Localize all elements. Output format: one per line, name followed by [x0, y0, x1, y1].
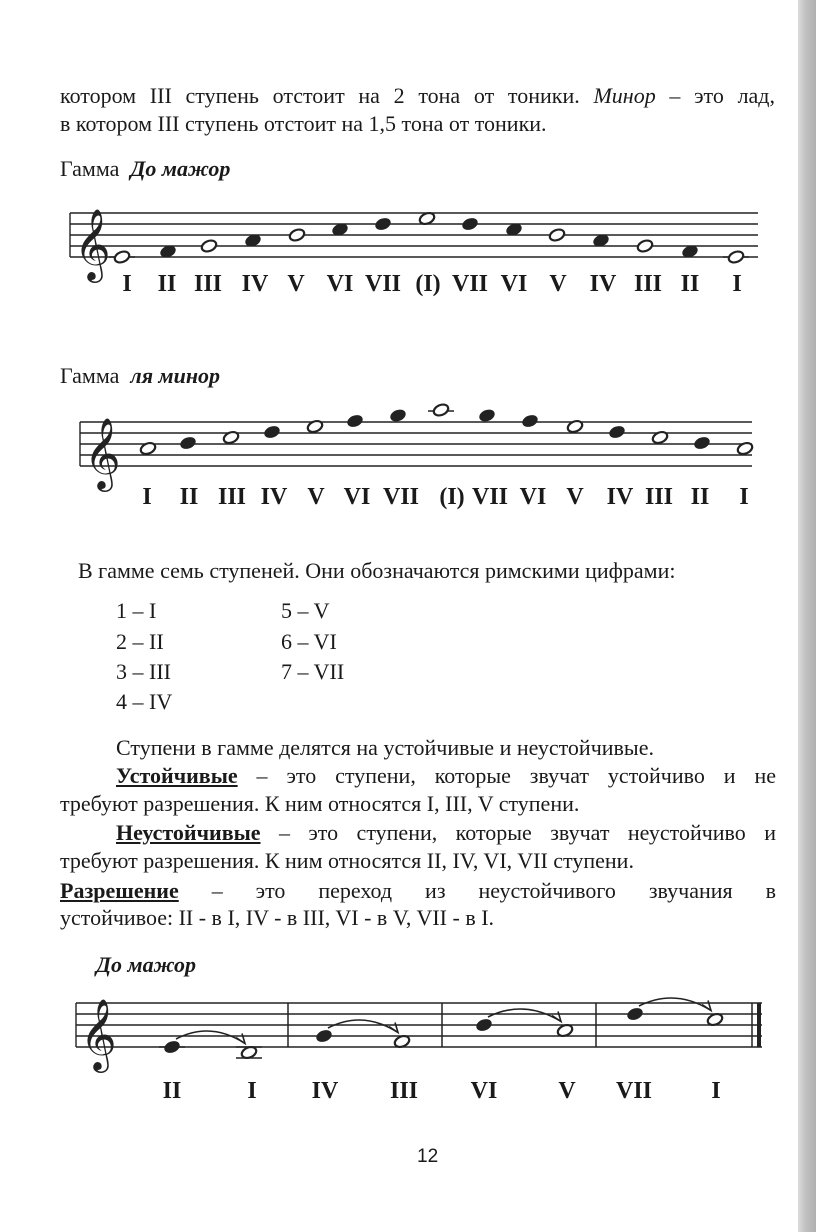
resolution-definition-line-2: устойчивое: II - в I, IV - в III, VI - в V, VII - в I.: [60, 905, 495, 930]
degree-label: VII: [615, 1078, 653, 1104]
degree-label: VI: [500, 271, 528, 297]
resolution-degrees: [163, 1078, 721, 1104]
degree-label: I: [711, 1078, 721, 1104]
minor-scale-degrees: [142, 484, 748, 510]
degree-label: III: [633, 271, 663, 297]
degree-label: I: [732, 271, 742, 297]
staff-lines: [76, 1003, 762, 1047]
degree-label: (I): [439, 484, 465, 510]
filled-note: [179, 436, 197, 451]
degree-label: V: [287, 271, 305, 297]
major-scale-degrees: [122, 271, 741, 297]
open-note: [139, 441, 157, 456]
treble-clef-icon: 𝄞: [84, 416, 121, 489]
filled-note: [521, 414, 539, 429]
degree-label: IV: [606, 484, 634, 510]
degree-label: V: [549, 271, 567, 297]
degree-map-item: 5 – V: [281, 598, 330, 623]
filled-note: [478, 408, 496, 423]
resolution-arc: [176, 1031, 245, 1044]
open-note: [306, 419, 324, 434]
degree-label: I: [247, 1078, 257, 1104]
degree-label: I: [739, 484, 749, 510]
open-note: [651, 430, 669, 445]
degree-label: VII: [451, 271, 489, 297]
open-note: [113, 250, 131, 265]
degree-label: VI: [326, 271, 354, 297]
filled-note: [374, 217, 392, 232]
minor-scale-staff: [0, 390, 800, 520]
open-note: [727, 250, 745, 265]
filled-note: [163, 1040, 181, 1055]
intro-line-1: котором III ступень отстоит на 2 тона от тоники. Минор – это лад,: [60, 83, 776, 108]
stable-definition-line-1: Устойчивые – это ступени, которые звучат устойчиво и не: [116, 763, 776, 788]
filled-note: [315, 1029, 333, 1044]
resolution-term: Разрешение: [60, 878, 179, 903]
stable-term: Устойчивые: [116, 763, 238, 788]
degree-label: V: [566, 484, 584, 510]
degree-map-item: 6 – VI: [281, 629, 337, 654]
resolution-staff: [0, 985, 800, 1115]
degrees-intro: В гамме семь ступеней. Они обозначаются римскими цифрами:: [78, 558, 676, 583]
degree-label: I: [122, 271, 132, 297]
degree-label: III: [389, 1078, 419, 1104]
resolution-arc: [488, 1009, 561, 1022]
open-note: [432, 403, 450, 418]
degree-label: VII: [471, 484, 509, 510]
degree-map-item: 1 – I: [116, 598, 157, 623]
unstable-definition-line-2: требуют разрешения. К ним относятся II, IV, VI, VII ступени.: [60, 848, 634, 873]
resolution-arc: [639, 998, 711, 1011]
degree-label: III: [644, 484, 674, 510]
degree-label: II: [179, 484, 199, 510]
degree-label: VI: [343, 484, 371, 510]
open-note: [566, 419, 584, 434]
degree-label: II: [162, 1078, 182, 1104]
degree-label: VI: [470, 1078, 498, 1104]
open-note: [200, 239, 218, 254]
degree-label: V: [558, 1078, 576, 1104]
minor-term: Минор: [593, 83, 656, 108]
filled-note: [461, 217, 479, 232]
arrowhead-icon: [702, 1001, 711, 1011]
filled-note: [626, 1007, 644, 1022]
arrowhead-icon: [236, 1034, 245, 1044]
degree-label: (I): [415, 271, 441, 297]
stable-definition-line-2: требуют разрешения. К ним относятся I, III, V ступени.: [60, 791, 580, 816]
unstable-term: Неустойчивые: [116, 820, 261, 845]
degree-label: IV: [241, 271, 269, 297]
resolution-arc: [328, 1020, 398, 1033]
treble-clef-icon: 𝄞: [80, 997, 117, 1070]
page-edge-shadow: [798, 0, 816, 1232]
filled-note: [263, 425, 281, 440]
degree-label: VI: [519, 484, 547, 510]
degree-label: II: [680, 271, 700, 297]
filled-note: [475, 1018, 493, 1033]
degree-label: V: [307, 484, 325, 510]
major-scale-staff: [0, 185, 800, 315]
open-note: [288, 228, 306, 243]
treble-clef-icon: 𝄞: [74, 207, 111, 280]
arrowhead-icon: [552, 1012, 561, 1022]
degree-map-item: 2 – II: [116, 629, 164, 654]
degree-label: II: [690, 484, 710, 510]
intro-line-2: в котором III ступень отстоит на 1,5 тона от тоники.: [60, 111, 547, 136]
filled-note: [693, 436, 711, 451]
open-note: [548, 228, 566, 243]
minor-scale-heading: Гамма ля минор: [60, 363, 221, 388]
degree-map-item: 7 – VII: [281, 659, 345, 684]
open-note: [736, 441, 754, 456]
minor-scale-notes: [139, 403, 754, 456]
open-note: [636, 239, 654, 254]
resolution-example-title: До мажор: [96, 952, 196, 977]
degree-label: VII: [382, 484, 420, 510]
degree-label: IV: [311, 1078, 339, 1104]
filled-note: [608, 425, 626, 440]
open-note: [222, 430, 240, 445]
degree-label: I: [142, 484, 152, 510]
degree-label: III: [193, 271, 223, 297]
degree-label: II: [157, 271, 177, 297]
degree-label: IV: [589, 271, 617, 297]
degree-map-item: 3 – III: [116, 659, 171, 684]
degree-label: IV: [260, 484, 288, 510]
filled-note: [389, 408, 407, 423]
page-number: 12: [417, 1146, 439, 1167]
major-scale-heading: Гамма До мажор: [60, 156, 231, 181]
degrees-split-intro: Ступени в гамме делятся на устойчивые и неустойчивые.: [116, 735, 654, 760]
degree-label: VII: [364, 271, 402, 297]
degree-map-item: 4 – IV: [116, 689, 173, 714]
arrowhead-icon: [389, 1023, 398, 1033]
filled-note: [346, 414, 364, 429]
degree-label: III: [217, 484, 247, 510]
unstable-definition-line-1: Неустойчивые – это ступени, которые звучат неустойчиво и: [116, 820, 776, 845]
resolution-definition-line-1: Разрешение – это переход из неустойчивого звучания в: [60, 878, 776, 903]
